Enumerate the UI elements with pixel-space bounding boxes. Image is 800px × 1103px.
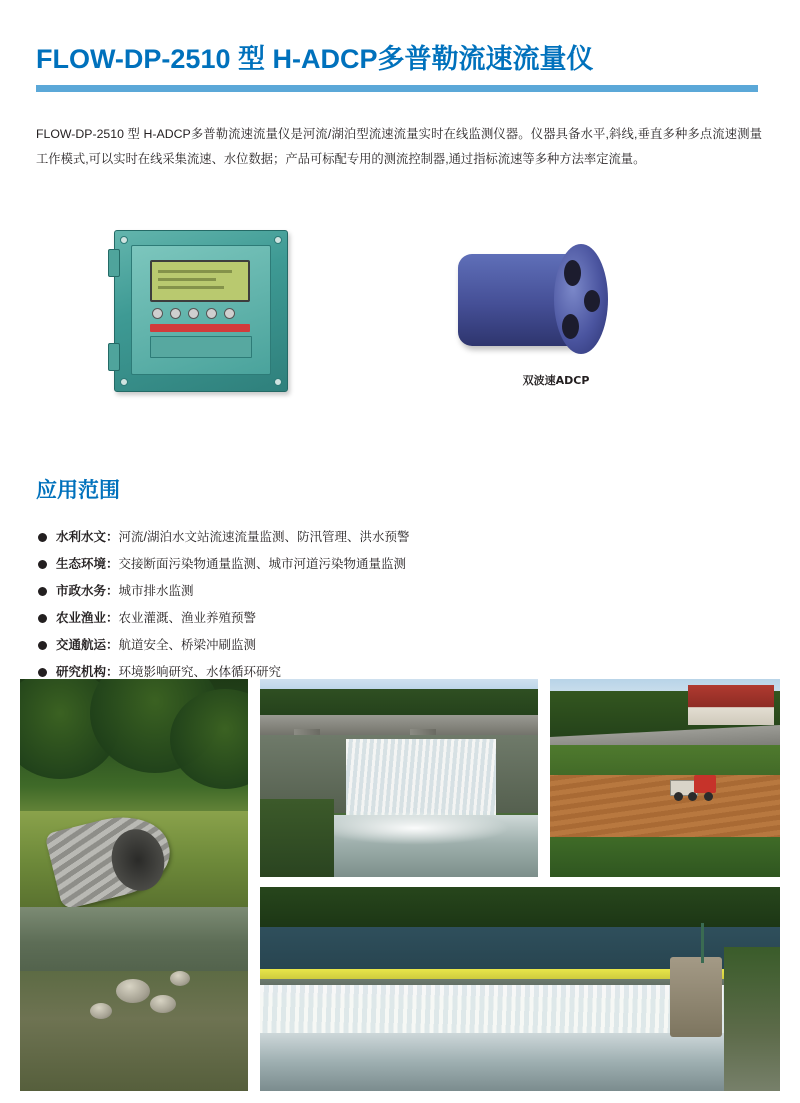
list-item-description: 农业灌溉、渔业养殖预警 <box>118 611 257 626</box>
photo-culvert-stream <box>20 679 248 1091</box>
product-image-row <box>36 222 762 412</box>
transmitter-panel <box>131 245 271 375</box>
bullet-icon <box>38 533 47 542</box>
flow-transmitter-unit <box>100 225 300 397</box>
list-item <box>38 605 738 632</box>
transmitter-lower-panel <box>150 336 252 358</box>
transmitter-keypad[interactable] <box>150 308 250 318</box>
list-item-category: 研究机构： <box>56 665 119 680</box>
application-list <box>38 524 738 686</box>
transmitter-label-strip <box>150 324 250 332</box>
sensor-beam-port-top <box>564 260 581 286</box>
h-adcp-sensor <box>436 232 656 412</box>
sensor-beam-port-bottom <box>562 314 579 339</box>
photo-farm-field <box>550 679 780 877</box>
list-item <box>38 524 738 551</box>
transmitter-hinge-top <box>108 249 120 277</box>
intro-paragraph: FLOW-DP-2510 型 H-ADCP多普勒流速流量仪是河流/湖泊型流速流量实时在线监测仪器。仪器具备水平,斜线,垂直多种多点流速测量工作模式,可以实时在线采集流速、水位数据；产品可标配专用的测流控制器,通过指标流速等多种方法率定流量。 <box>36 127 762 167</box>
bullet-icon <box>38 560 47 569</box>
bullet-icon <box>38 641 47 650</box>
transmitter-screw-tl <box>120 236 128 244</box>
list-item-category: 农业渔业： <box>56 611 119 626</box>
list-item-category: 市政水务： <box>56 584 119 599</box>
page-title: FLOW-DP-2510 型 H-ADCP多普勒流速流量仪 <box>36 44 594 74</box>
photo-weir-overflow <box>260 887 780 1091</box>
header <box>36 44 766 92</box>
sensor-beam-port-mid <box>584 290 600 312</box>
list-item <box>38 578 738 605</box>
list-item-description: 航道安全、桥梁冲刷监测 <box>118 638 257 653</box>
transmitter-screw-tr <box>274 236 282 244</box>
transmitter-enclosure <box>114 230 288 392</box>
bullet-icon <box>38 668 47 677</box>
transmitter-lcd-screen <box>150 260 250 302</box>
list-item-category: 交通航运： <box>56 638 119 653</box>
bullet-icon <box>38 587 47 596</box>
transmitter-screw-br <box>274 378 282 386</box>
photo-dam-spillway <box>260 679 538 877</box>
bullet-icon <box>38 614 47 623</box>
section-heading-application: 应用范围 <box>36 479 120 502</box>
sensor-caption: 双波速ADCP <box>522 374 590 387</box>
list-item-description: 交接断面污染物通量监测、城市河道污染物通量监测 <box>118 557 407 572</box>
list-item-description: 城市排水监测 <box>118 584 194 599</box>
list-item-category: 生态环境： <box>56 557 119 572</box>
sensor-transducer-face <box>554 244 608 354</box>
list-item-description: 河流/湖泊水文站流速流量监测、防汛管理、洪水预警 <box>118 530 410 545</box>
transmitter-hinge-bottom <box>108 343 120 371</box>
transmitter-screw-bl <box>120 378 128 386</box>
list-item <box>38 632 738 659</box>
photo-gallery <box>20 679 780 1091</box>
list-item-category: 水利水文： <box>56 530 119 545</box>
title-divider <box>36 85 758 92</box>
list-item <box>38 551 738 578</box>
list-item-description: 环境影响研究、水体循环研究 <box>118 665 282 680</box>
